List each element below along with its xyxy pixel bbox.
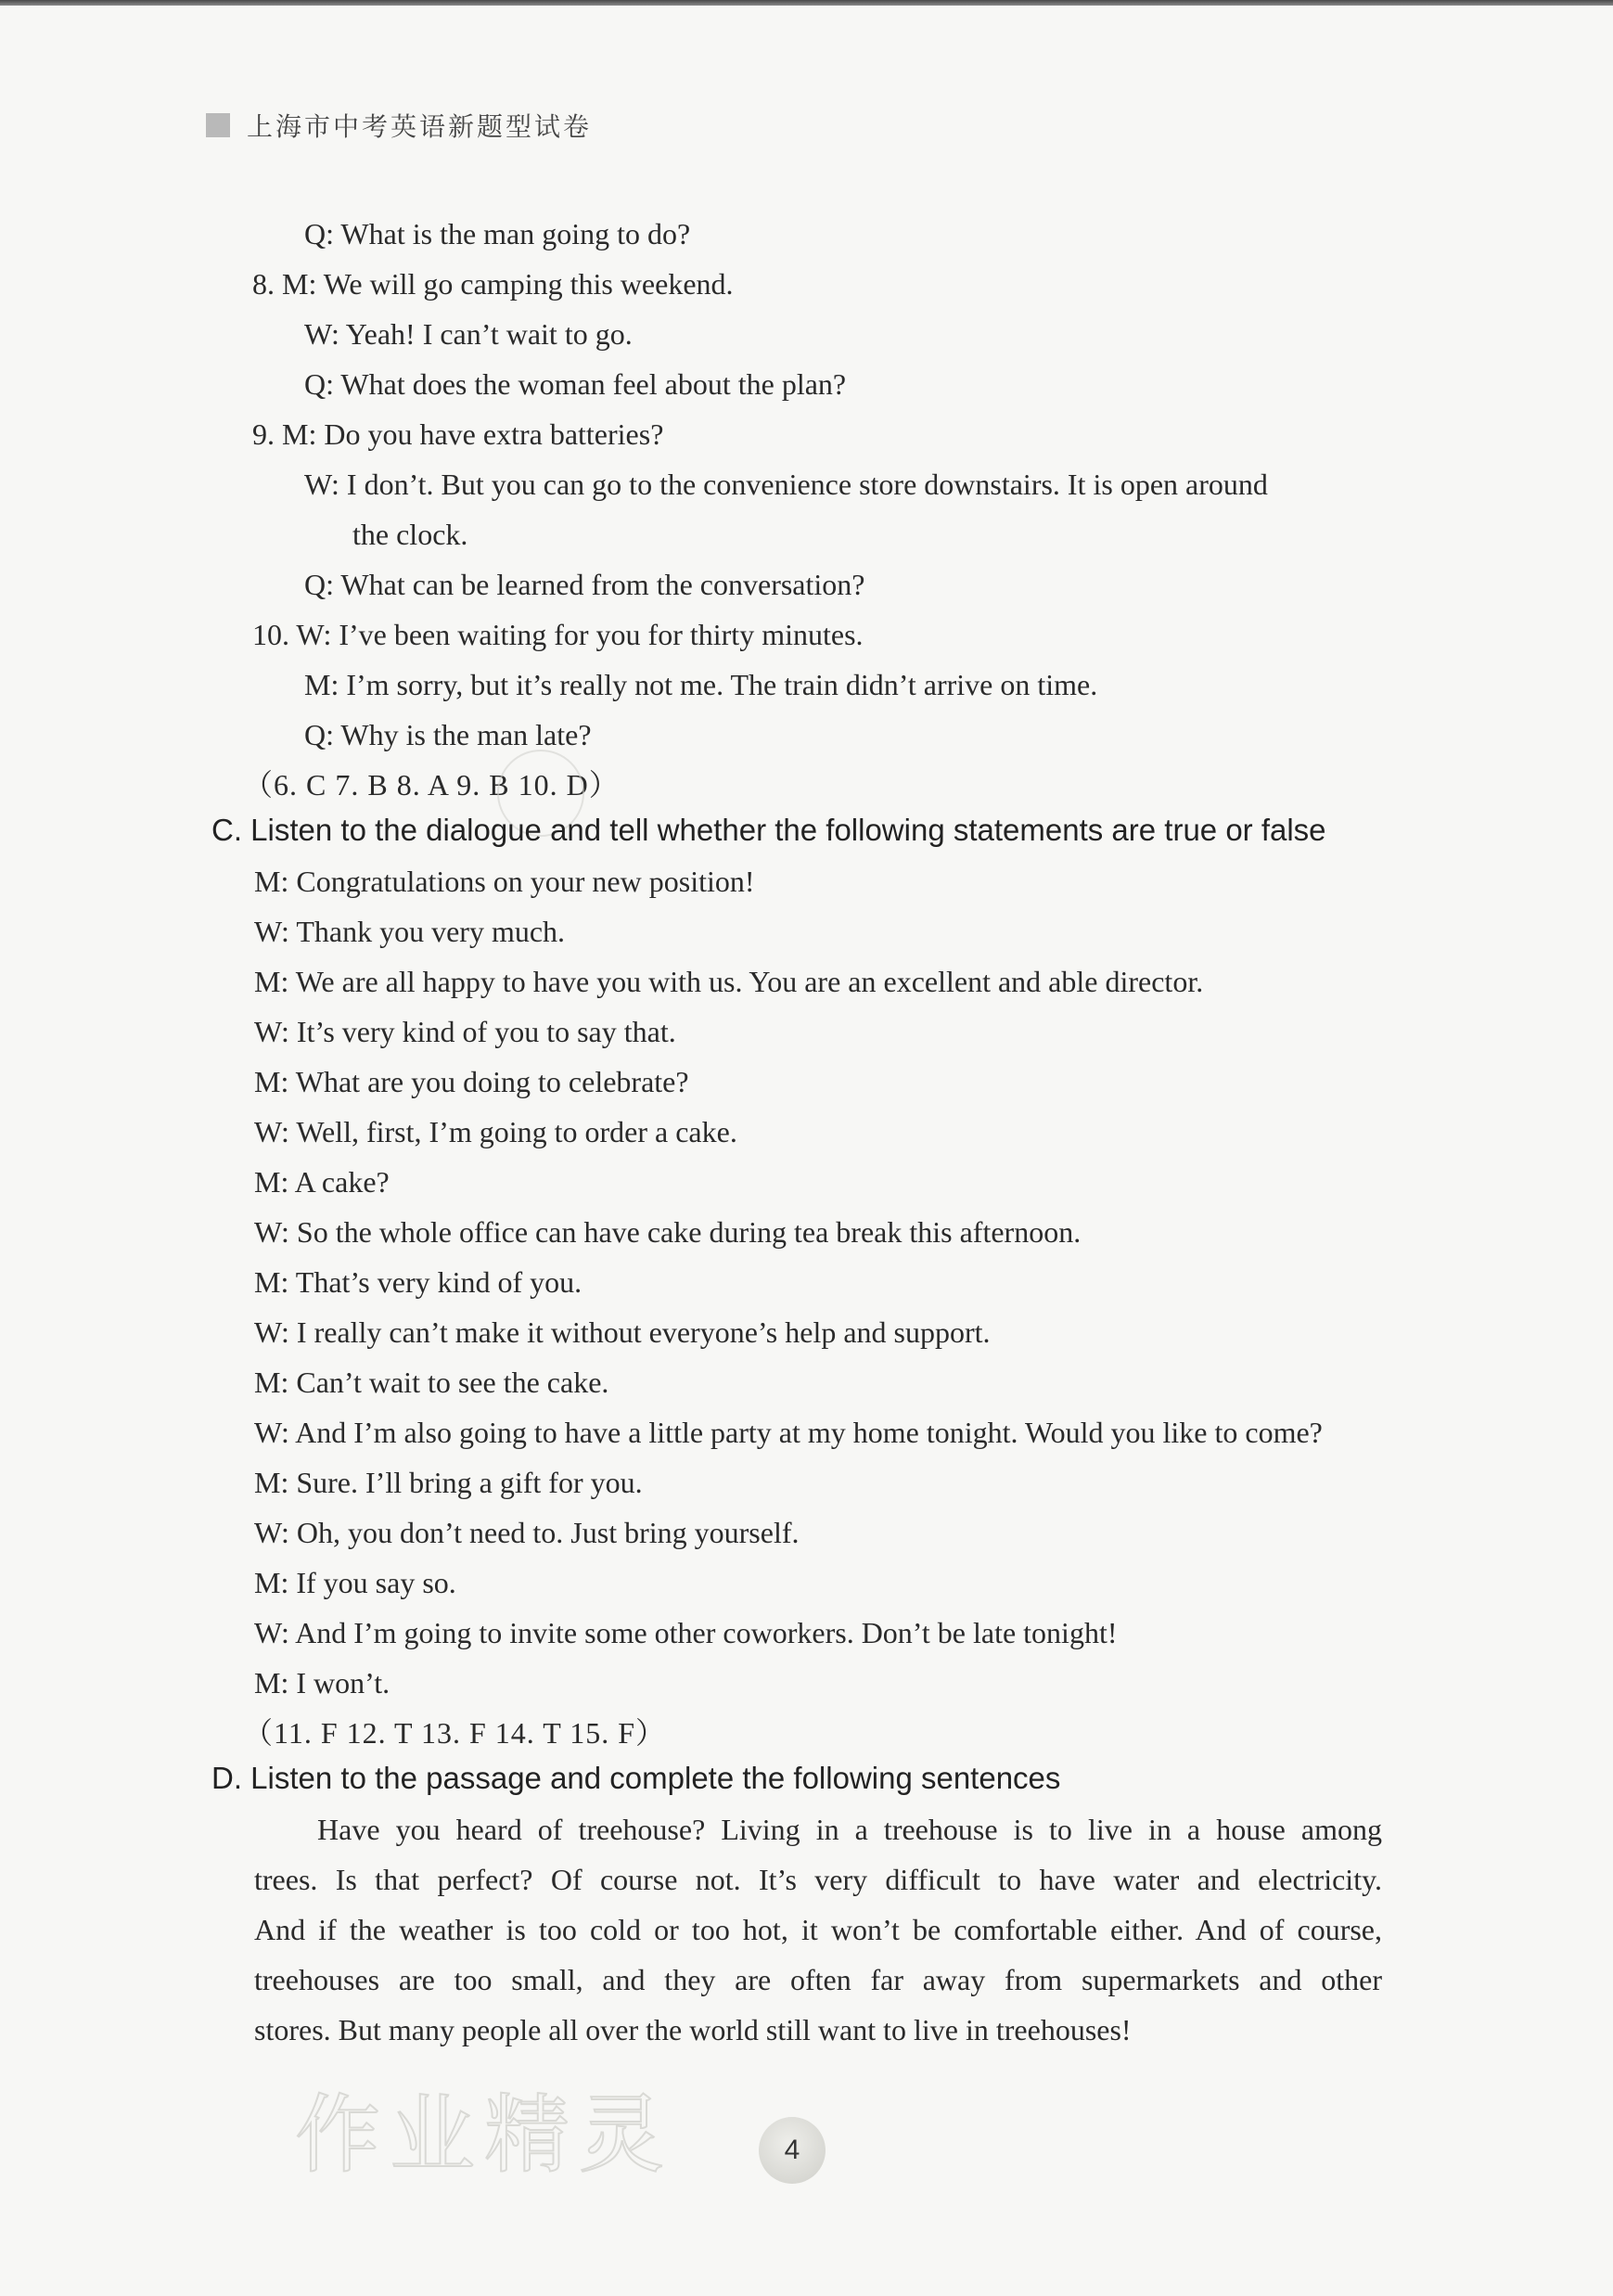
header-square-icon xyxy=(206,113,230,137)
dialogue-line: M: We are all happy to have you with us. You are an excellent and able director. xyxy=(254,965,1204,998)
passage-line: trees. Is that perfect? Of course not. It’s very difficult to have water and electricity. xyxy=(254,1863,1382,1896)
dialogue-line: Q: What is the man going to do? xyxy=(304,217,691,250)
dialogue-line: W: I really can’t make it without everyone’s help and support. xyxy=(254,1315,991,1349)
dialogue-line: Q: What can be learned from the conversation? xyxy=(304,568,865,601)
dialogue-line: M: Sure. I’ll bring a gift for you. xyxy=(254,1466,643,1499)
answer-key-b: （6. C 7. B 8. A 9. B 10. D） xyxy=(243,768,620,802)
dialogue-line: W: It’s very kind of you to say that. xyxy=(254,1015,676,1048)
dialogue-line: Q: What does the woman feel about the plan? xyxy=(304,367,847,401)
dialogue-line: W: Well, first, I’m going to order a cake. xyxy=(254,1115,737,1148)
passage-line: stores. But many people all over the world still want to live in treehouses! xyxy=(254,2013,1132,2046)
dialogue-line: 8. M: We will go camping this weekend. xyxy=(252,267,734,301)
dialogue-line: W: Thank you very much. xyxy=(254,915,566,948)
dialogue-line: M: What are you doing to celebrate? xyxy=(254,1065,689,1098)
dialogue-line: W: So the whole office can have cake during tea break this afternoon. xyxy=(254,1215,1082,1249)
dialogue-line: W: And I’m also going to have a little party at my home tonight. Would you like to come? xyxy=(254,1416,1323,1449)
passage-line: Have you heard of treehouse? Living in a treehouse is to live in a house among xyxy=(317,1813,1382,1846)
dialogue-line: the clock. xyxy=(352,518,468,551)
page-number: 4 xyxy=(759,2117,826,2184)
dialogue-line: Q: Why is the man late? xyxy=(304,718,592,751)
section-c-heading: C. Listen to the dialogue and tell whether the following statements are true or false xyxy=(211,813,1326,847)
dialogue-line: W: Yeah! I can’t wait to go. xyxy=(304,317,633,351)
dialogue-line: M: Congratulations on your new position! xyxy=(254,865,755,898)
header-title: 上海市中考英语新题型试卷 xyxy=(247,111,593,142)
dialogue-line: M: If you say so. xyxy=(254,1566,456,1599)
dialogue-line: M: A cake? xyxy=(254,1165,390,1199)
section-d-heading: D. Listen to the passage and complete the following sentences xyxy=(211,1761,1061,1795)
dialogue-line: 10. W: I’ve been waiting for you for thirty minutes. xyxy=(252,618,864,651)
passage-line: And if the weather is too cold or too hot, it won’t be comfortable either. And of course, xyxy=(254,1913,1382,1946)
passage-line: treehouses are too small, and they are often far away from supermarkets and other xyxy=(254,1963,1382,1996)
dialogue-line: W: And I’m going to invite some other coworkers. Don’t be late tonight! xyxy=(254,1616,1118,1649)
dialogue-line: 9. M: Do you have extra batteries? xyxy=(252,417,664,451)
dialogue-line: M: That’s very kind of you. xyxy=(254,1265,582,1299)
top-rule xyxy=(0,0,1613,6)
page-header xyxy=(206,102,592,148)
dialogue-line: M: I won’t. xyxy=(254,1666,390,1700)
watermark-text: 作业精灵 xyxy=(295,2085,674,2185)
dialogue-line: W: I don’t. But you can go to the convenience store downstairs. It is open around xyxy=(304,468,1268,501)
answer-key-c: （11. F 12. T 13. F 14. T 15. F） xyxy=(243,1716,666,1750)
dialogue-line: M: I’m sorry, but it’s really not me. The train didn’t arrive on time. xyxy=(304,668,1098,701)
dialogue-line: W: Oh, you don’t need to. Just bring yourself. xyxy=(254,1516,800,1549)
dialogue-line: M: Can’t wait to see the cake. xyxy=(254,1366,609,1399)
